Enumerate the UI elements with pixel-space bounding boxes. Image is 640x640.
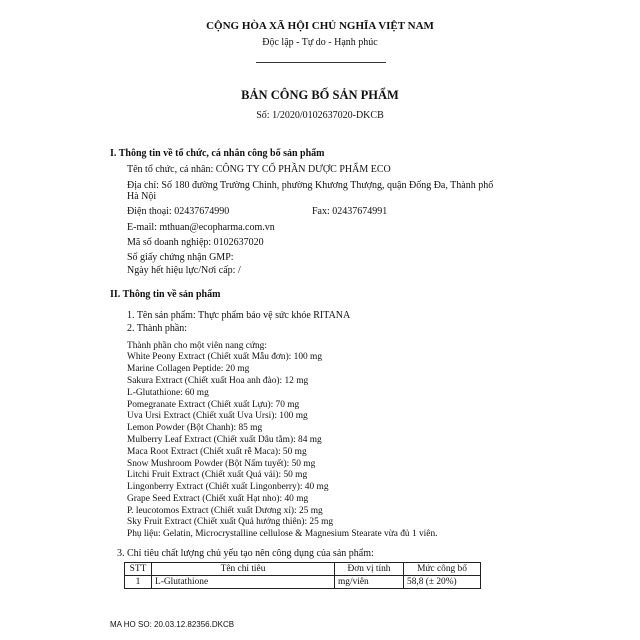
- quality-table: [124, 562, 481, 589]
- cell-criteria: L-Glutathione: [152, 576, 335, 589]
- address-line2: Hà Nội: [127, 191, 157, 202]
- quality-label: 3. Chỉ tiêu chất lượng chủ yếu tạo nên công dụng của sản phẩm:: [117, 548, 374, 559]
- section1-heading: I. Thông tin về tổ chức, cá nhân công bố sản phẩm: [110, 148, 325, 159]
- fax: Fax: 02437674991: [312, 206, 388, 217]
- list-item: Marine Collagen Peptide: 20 mg: [127, 364, 250, 374]
- header-unit: Đơn vị tính: [335, 563, 404, 576]
- motto: Độc lập - Tự do - Hạnh phúc: [262, 37, 378, 48]
- list-item: Maca Root Extract (Chiết xuất rễ Maca): 50 mg: [127, 447, 307, 457]
- table-row: [125, 576, 481, 589]
- cell-level: 58,8 (± 20%): [404, 576, 481, 589]
- list-item: Grape Seed Extract (Chiết xuất Hạt nho): 40 mg: [127, 494, 309, 504]
- composition-label: 2. Thành phần:: [127, 323, 188, 334]
- country-header: CỘNG HÒA XÃ HỘI CHỦ NGHĨA VIỆT NAM: [206, 20, 434, 32]
- header-criteria: Tên chỉ tiêu: [152, 563, 335, 576]
- header-divider: [256, 62, 386, 63]
- email: E-mail: mthuan@ecopharma.com.vn: [127, 222, 275, 233]
- header-level: Mức công bố: [404, 563, 481, 576]
- address-line1: Địa chỉ: Số 180 đường Trường Chinh, phường Khương Thượng, quận Đống Đa, Thành phố: [127, 180, 494, 191]
- list-item: Pomegranate Extract (Chiết xuất Lựu): 70 mg: [127, 400, 300, 410]
- excipients: Phụ liệu: Gelatin, Microcrystalline cellulose & Magnesium Stearate vừa đủ 1 viên.: [127, 529, 438, 539]
- document-title: BẢN CÔNG BỐ SẢN PHẨM: [241, 88, 399, 102]
- list-item: P. leucotomos Extract (Chiết xuất Dương xỉ): 25 mg: [127, 506, 323, 516]
- list-item: L-Glutathione: 60 mg: [127, 388, 209, 398]
- expiry: Ngày hết hiệu lực/Nơi cấp: /: [127, 265, 241, 276]
- table-header-row: [125, 563, 481, 576]
- list-item: Sakura Extract (Chiết xuất Hoa anh đào): 12 mg: [127, 376, 309, 386]
- org-name: Tên tổ chức, cá nhân: CÔNG TY CỔ PHẦN DƯỢC PHẨM ECO: [127, 164, 391, 175]
- cell-stt: 1: [125, 576, 152, 589]
- tax-code: Mã số doanh nghiệp: 0102637020: [127, 237, 264, 248]
- document-number: Số: 1/2020/0102637020-DKCB: [256, 110, 384, 121]
- section2-heading: II. Thông tin về sản phẩm: [110, 289, 221, 300]
- list-item: Uva Ursi Extract (Chiết xuất Uva Ursi): 100 mg: [127, 411, 308, 421]
- list-item: Mulberry Leaf Extract (Chiết xuất Dâu tằm): 84 mg: [127, 435, 322, 445]
- list-item: Lemon Powder (Bột Chanh): 85 mg: [127, 423, 263, 433]
- cell-unit: mg/viên: [335, 576, 404, 589]
- list-item: Lingonberry Extract (Chiết xuất Lingonberry): 40 mg: [127, 482, 329, 492]
- gmp-certificate: Số giấy chứng nhận GMP:: [127, 252, 234, 263]
- header-stt: STT: [125, 563, 152, 576]
- list-item: Sky Fruit Extract (Chiết xuất Quả hướng thiên): 25 mg: [127, 517, 334, 527]
- phone: Điện thoại: 02437674990: [127, 206, 230, 217]
- product-name: 1. Tên sản phẩm: Thực phẩm bảo vệ sức khỏe RITANA: [127, 310, 351, 321]
- list-item: Litchi Fruit Extract (Chiết xuất Quả vải): 50 mg: [127, 470, 308, 480]
- per-capsule-label: Thành phần cho một viên nang cứng:: [127, 341, 267, 351]
- list-item: Snow Mushroom Powder (Bột Nấm tuyết): 50 mg: [127, 459, 316, 469]
- list-item: White Peony Extract (Chiết xuất Mẫu đơn): 100 mg: [127, 352, 323, 362]
- dossier-code: MA HO SO: 20.03.12.82356.DKCB: [110, 620, 235, 629]
